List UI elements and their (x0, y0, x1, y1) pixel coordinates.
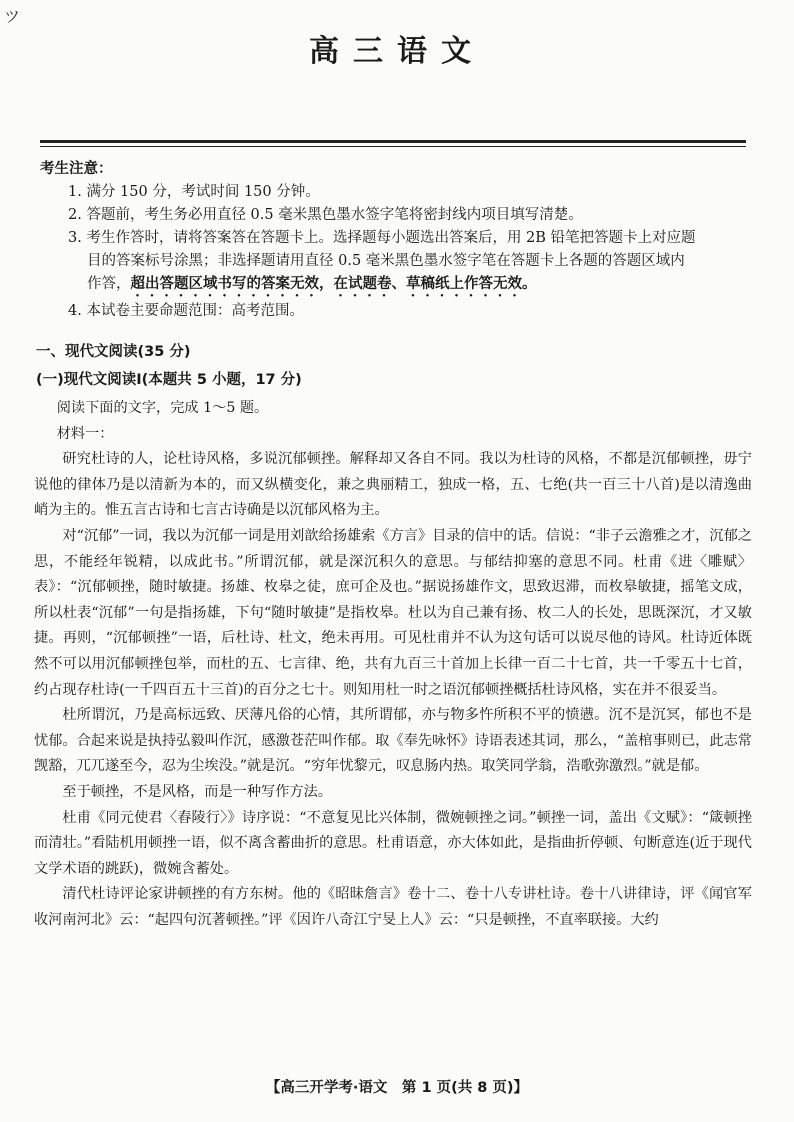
exam-title: 高三语文 (309, 34, 485, 69)
passage-paragraph-2: 对“沉郁”一词，我以为沉郁一词是用刘歆给扬雄索《方言》目录的信中的话。信说：“非子云澹雅之才，沉郁之思，不能经年锐精，以成此书。”所谓沉郁，就是深沉积久的意思。与郁结抑塞的意思不同。杜甫《进〈雕赋〉表》：“沉郁顿挫，随时敏捷。扬雄、枚皋之徒，庶可企及也。”据说扬雄作文，思致迟滞，而枚皋敏捷，摇笔文成，所以杜表“沉郁”一句是指扬雄，下句“随时敏捷”是指枚皋。杜以为自己兼有扬、枚二人的长处，思既深沉，才又敏捷。再则，“沉郁顿挫”一语，后杜诗、杜文，绝未再用。可见杜甫并不认为这句话可以说尽他的诗风。杜诗近体既然不可以用沉郁顿挫包举，而杜的五、七言律、绝，共有九百三十首加上长律一百二十七首，共一千零五十七首，约占现存杜诗(一千四百五十三首)的百分之七十。则知用杜一时之语沉郁顿挫概括杜诗风格，实在并不很妥当。 (34, 527, 752, 698)
subsection-heading: (一)现代文阅读Ⅰ(本题共 5 小题，17 分) (36, 372, 302, 388)
passage-paragraph-3: 杜所谓沉，乃是高标远致、厌薄凡俗的心情，其所谓郁，亦与物多忤所积不平的愤懑。沉不是沉冥，郁也不是忧郁。合起来说是执持弘毅叫作沉，感激苍茫叫作郁。取《奉先咏怀》诗语表述其词，那么，“盖棺事则已，此志常觊豁，兀兀遂至今，忍为尘埃没。”就是沉。“穷年忧黎元，叹息肠内热。取笑同学翁，浩歌弥激烈。”就是郁。 (34, 707, 752, 775)
header-rule-thin (40, 146, 746, 147)
passage-paragraph-6: 清代杜诗评论家讲顿挫的有方东树。他的《昭昧詹言》卷十二、卷十八专讲杜诗。卷十八讲律诗，评《闻官军收河南河北》云：“起四句沉著顿挫。”评《因许八奇江宁旻上人》云：“只是顿挫，不直率联接。大约 (34, 886, 752, 928)
candidate-notice (40, 158, 760, 323)
notice-item-4: 4. 本试卷主要命题范围：高考范围。 (68, 303, 304, 319)
notice-item-3-line-2: 目的答案标号涂黑；非选择题请用直径 0.5 毫米黑色墨水签字笔在答题卡上各题的答题区域内 (87, 253, 685, 269)
notice-item-1: 1. 满分 150 分，考试时间 150 分钟。 (68, 184, 320, 200)
notice-item-2: 2. 答题前，考生务必用直径 0.5 毫米黑色墨水签字笔将密封线内项目填写清楚。 (68, 207, 583, 223)
notice-item-3-emphasis: 超出答题区域书写的答案无效，在试题卷、草稿纸上作答无效。 (130, 276, 537, 292)
reading-passage (34, 396, 752, 933)
notice-heading: 考生注意： (40, 161, 113, 177)
passage-paragraph-4: 至于顿挫，不是风格，而是一种写作方法。 (62, 783, 332, 800)
passage-paragraph-5: 杜甫《同元使君〈舂陵行〉》诗序说：“不意复见比兴体制，微婉顿挫之词。”顿挫一词，盖出《文赋》：“箴顿挫而清壮。”看陆机用顿挫一语，似不离含蓄曲折的意思。杜甫语意，亦大体如此，是指曲折停顿、句断意连(近于现代文学术语的跳跃)，微婉含蓄处。 (34, 809, 752, 877)
instruction-text: 阅读下面的文字，完成 1～5 题。 (56, 400, 269, 416)
section-heading: 一、现代文阅读(35 分) (36, 344, 191, 360)
passage-paragraph-1: 研究杜诗的人，论杜诗风格，多说沉郁顿挫。解释却又各自不同。我以为杜诗的风格，不都是沉郁顿挫，毋宁说他的律体乃是以清新为本的，而又纵横变化，兼之典丽精工，独成一格，五、七绝(共一百三十八首)是以清逸曲峭为主的。惟五言古诗和七言古诗确是以沉郁风格为主。 (34, 451, 752, 519)
notice-item-3-line-3 (40, 273, 760, 300)
corner-handwritten-mark: ツ (4, 7, 21, 26)
page-footer: 【高三开学考·语文 第 1 页(共 8 页)】 (265, 1080, 529, 1096)
material-label: 材料一： (56, 425, 114, 442)
header-rule-thick (40, 140, 746, 143)
notice-item-3-plain: 作答， (87, 276, 131, 292)
notice-item-3: 3. 考生作答时，请将答案答在答题卡上。选择题每小题选出答案后，用 2B 铅笔把答题卡上对应题 (68, 230, 696, 246)
